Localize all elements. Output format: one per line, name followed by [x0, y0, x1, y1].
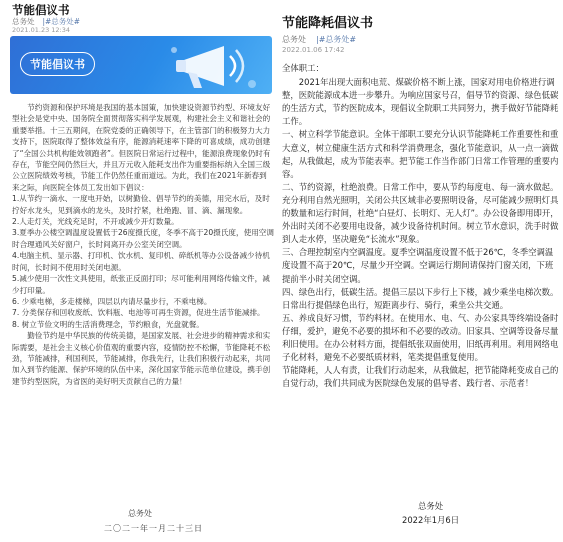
paragraph: 二、节约资源，杜绝浪费。日常工作中，要从节约每度电、每一滴水做起。充分利用自然光照明，关闭公共区域非必要照明设备，尽可能减少照明灯具的数量和运行时间，杜绝“白昼灯、长明灯、无人灯”。办公设备即用即开，外出时关闭不必要用电设备，减少设备待机时间。树立节水意识，洗手时做到人走水停，坚决避免“长流水”现象。	[282, 181, 559, 245]
banner-label: 节能倡议书	[20, 52, 95, 76]
left-notice-title: 节能倡议书	[12, 3, 70, 17]
right-notice-body	[282, 62, 560, 390]
paragraph: 节能降耗，人人有责，让我们行动起来，从我做起，把节能降耗变成自己的自觉行动，我们共同成为医院绿色发展的倡导者、践行者、示范者！	[282, 365, 559, 389]
right-notice-meta	[282, 34, 356, 45]
left-timestamp: 2021.01.23 12:34	[12, 26, 71, 34]
left-date: 二〇二一年一月二十三日	[104, 524, 203, 533]
right-date: 2022年1月6日	[402, 515, 460, 525]
paragraph: 勤俭节约是中华民族的传统美德，是国家发展、社会进步的精神需求和实际需要，是社会主义核心价值观的重要内容，疫情防控不松懈，节能降耗不松劲，节能减排，利国利民，节能减排，你我先行，让我们积极行动起来，共同加入到节约能源、保护环境的队伍中来，深化国家节能示范单位建设，携手创建节约型医院，为省医的美好明天贡献自己的力量！	[12, 331, 271, 386]
paragraph: 1.从节约一滴水、一度电开始，以树勤俭、倡导节约的美德，用完水后，及时拧好水龙头，见到滴水的龙头，及时拧紧，杜绝跑、冒、滴、漏现象。	[12, 194, 270, 215]
right-timestamp: 2022.01.06 17:42	[282, 46, 345, 54]
right-author[interactable]: 总务处	[282, 35, 306, 44]
paragraph: 2021年出现大面积电荒、煤碳价格不断上涨，国家对用电价格进行调整，医院能源成本进一步攀升。为响应国家号召，倡导节约资源、绿色低碳的生活方式，节约医院成本，现倡议全院职工共同努力，携手做好节能降耗工作。	[282, 77, 559, 127]
left-author[interactable]: 总务处	[12, 17, 35, 26]
left-banner-image	[10, 36, 272, 94]
paragraph: 8. 树立节俭文明的生活消费理念，节约粮食，光盘就餐。	[12, 319, 204, 329]
left-signature: 总务处	[128, 509, 152, 518]
megaphone-icon	[154, 38, 264, 94]
right-notice-title: 节能降耗倡议书	[282, 16, 374, 31]
left-notice-body	[12, 102, 274, 387]
right-tag[interactable]: |#总务处#	[316, 35, 357, 44]
paragraph: 7. 分类保存和回收废纸、饮料瓶、电池等可再生资源，促进生活节能减排。	[12, 308, 265, 318]
salutation: 全体职工：	[282, 63, 324, 73]
paragraph: 三、合理控制室内空调温度。夏季空调温度设置不低于26℃，冬季空调温度设置不高于20℃，尽量少开空调。空调运行期间请保持门窗关闭，下班提前半小时关闭空调。	[282, 247, 554, 284]
paragraph: 2.人走灯关，光线充足时，不开或减少开灯数量。	[12, 217, 179, 227]
paragraph: 3.夏季办公楼空调温度设置低于26度摄氏度，冬季不高于20摄氏度，使用空调时合理通风关好窗户，长时间离开办公室关闭空调。	[12, 228, 274, 249]
paragraph: 四、绿色出行，低碳生活。提倡三层以下步行上下楼，减少乘坐电梯次数。日常出行提倡绿色出行，短距离步行、骑行，乘坐公共交通。	[282, 286, 559, 310]
left-notice-panel	[4, 0, 276, 542]
paragraph: 4.电脑主机、显示器、打印机、饮水机、复印机、碎纸机等办公设备减少待机时间，长时间不使用时关闭电源。	[12, 251, 270, 272]
paragraph: 5.减少使用一次性文具使用，纸张正反面打印；尽可能利用网络传输文件，减少打印量。	[12, 274, 270, 295]
paragraph: 五、养成良好习惯，节约料材。在使用水、电、气、办公家具等终端设备时仔细，爱护，避免不必要的损坏和不必要的改动。旧家具、空调等设备尽量利旧使用。在办公材料方面，提倡纸张双面使用，旧纸再利用。利用网络电子化材料，避免不必要纸质材料，笔类提倡重复使用。	[282, 312, 559, 363]
paragraph: 6. 少乘电梯，多走楼梯，四层以内请尽量步行，不乘电梯。	[12, 296, 212, 306]
left-tag[interactable]: |#总务处#	[42, 17, 81, 26]
paragraph: 一、树立科学节能意识。全体干部职工要充分认识节能降耗工作重要性和重大意义，树立健康生活方式和科学消费理念，强化节能意识，从一点一滴做起，从我做起，成为节能表率。把节能工作当作部门日常工作管理的重要内容。	[282, 129, 559, 179]
right-signature: 总务处	[418, 501, 444, 511]
paragraph: 节约资源和保护环境是我国的基本国策，加快建设资源节约型、环境友好型社会是党中央、国务院全面贯彻落实科学发展观，构建社会主义和谐社会的重要举措。十三五期间，在院党委的正确领导下，在主管部门的积极努力大力支持下，医院取得了整体效益有序，能源消耗速率下降的可喜成绩，成功创建了“全国公共机构能效领跑者”。但医院日常运行过程中，能源浪费现象仍时有存在，节能空间仍然巨大，并且万元收入能耗支出作为重要指标纳入全国三级公立医院绩效考核，节能工作仍然任重而道远。为此，我们在2021年新春到来之际，向医院全体员工发出如下倡议：	[12, 103, 271, 192]
right-notice-panel	[282, 0, 563, 542]
